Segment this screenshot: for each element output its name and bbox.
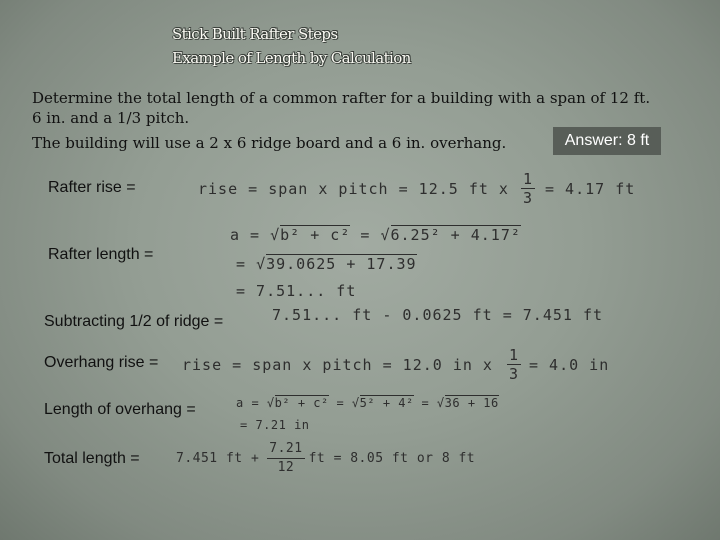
radicand: 6.25² + 4.17² [390,226,521,244]
overhang-rise-fraction [507,346,521,383]
subtract-ridge-formula: 7.51... ft - 0.0625 ft = 7.451 ft [272,306,604,324]
problem-line-3: The building will use a 2 x 6 ridge board and a 6 in. overhang. [32,134,507,152]
equation-part: = [413,396,437,410]
equation-part: = [350,226,381,244]
rafter-length-line-2 [236,255,417,273]
rafter-rise-fraction [521,170,535,207]
radicand: b² + c² [280,226,351,244]
problem-line-2: 6 in. and a 1/3 pitch. [32,109,190,127]
rafter-rise-expression: rise = span x pitch = 12.5 ft x [198,179,509,198]
subtract-ridge-label: Subtracting 1/2 of ridge = [44,313,224,330]
total-length-formula [176,440,475,477]
problem-line-1: Determine the total length of a common rafter for a building with a span of 12 ft. [32,89,651,107]
rafter-length-label: Rafter length = [48,246,154,263]
total-length-label: Total length = [44,450,140,467]
radicand: b² + c² [274,396,329,410]
title-line-1: Stick Built Rafter Steps [172,25,338,43]
total-length-fraction [267,440,304,477]
fraction-denominator: 12 [277,460,295,475]
sqrt-icon: √ [266,396,275,410]
equation-part: a = [236,396,267,410]
fraction-denominator: 3 [508,365,519,383]
fraction-numerator: 7.21 [267,440,304,459]
radicand: 36 + 16 [444,396,499,410]
equation-part: = [328,396,352,410]
sqrt-icon: √ [270,226,281,244]
sqrt-icon: √ [351,396,360,410]
sqrt-icon: √ [380,226,391,244]
overhang-length-line-2: = 7.21 in [240,418,310,432]
overhang-length-label: Length of overhang = [44,401,196,418]
rafter-length-line-1 [230,226,521,244]
overhang-rise-label: Overhang rise = [44,354,159,371]
rafter-rise-formula [198,170,635,207]
sqrt-icon: √ [256,255,267,273]
fraction-numerator: 1 [522,170,533,188]
rafter-length-line-3: = 7.51... ft [236,282,357,300]
equation-part: = [236,255,257,273]
radicand: 5² + 4² [359,396,414,410]
overhang-length-line-1 [236,396,499,410]
total-length-result: ft = 8.05 ft or 8 ft [308,451,476,466]
fraction-denominator: 3 [522,189,533,207]
equation-part: a = [230,226,271,244]
sqrt-icon: √ [436,396,445,410]
fraction-numerator: 1 [508,346,519,364]
rafter-rise-label: Rafter rise = [48,179,136,196]
radicand: 39.0625 + 17.39 [266,255,417,273]
overhang-rise-expression: rise = span x pitch = 12.0 in x [182,355,493,374]
rafter-rise-result: = 4.17 ft [545,179,636,198]
total-length-expression: 7.451 ft + [176,451,260,466]
title-line-2: Example of Length by Calculation [172,49,411,67]
overhang-rise-formula [182,346,609,383]
overhang-rise-result: = 4.0 in [529,355,610,374]
answer-box: Answer: 8 ft [553,127,661,155]
slide-title [172,22,411,70]
